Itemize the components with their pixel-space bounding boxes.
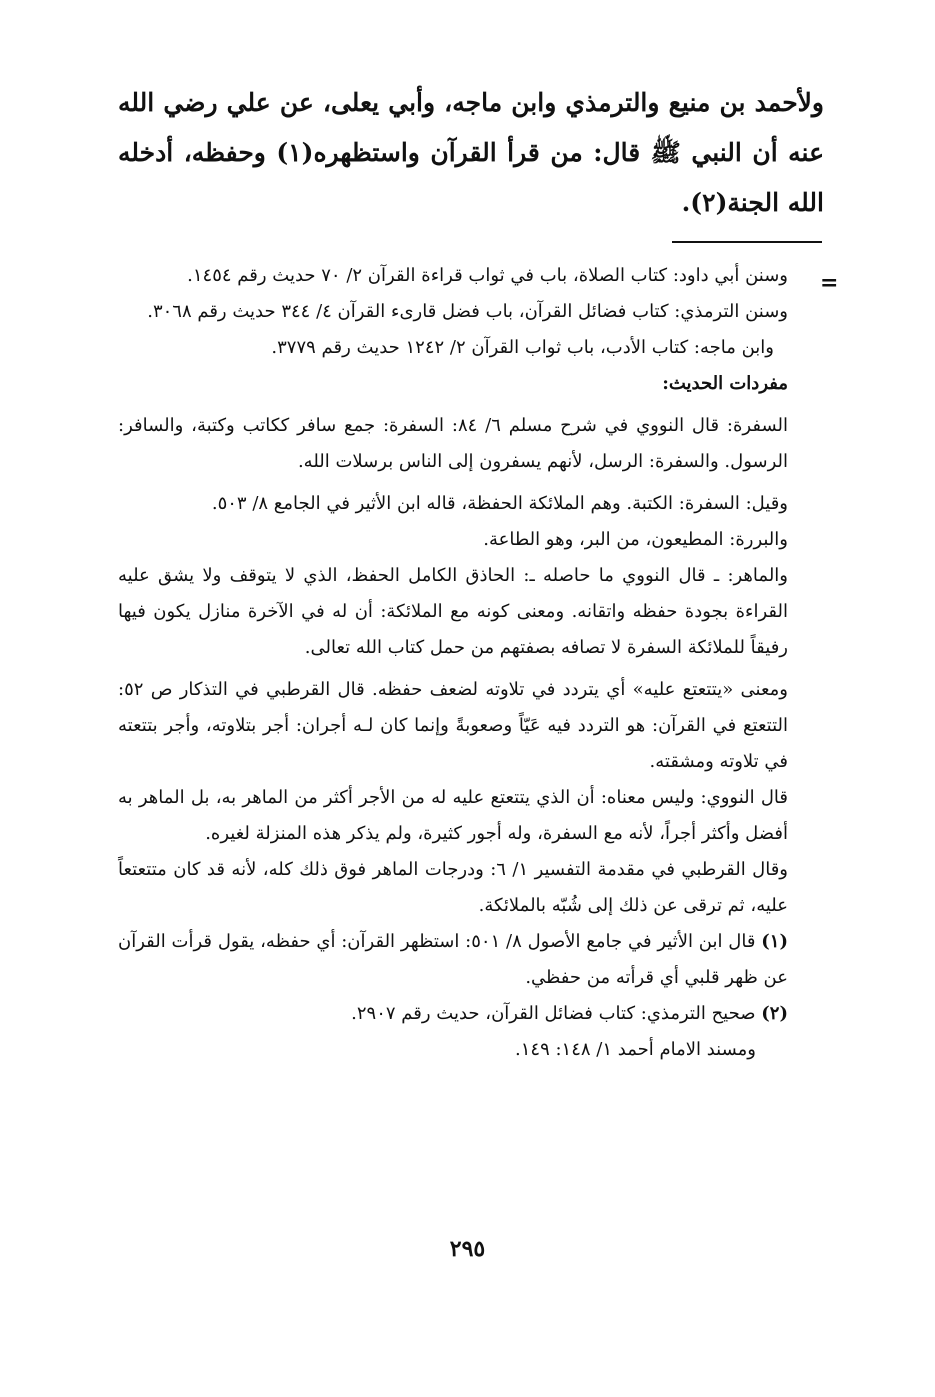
footnote-extra-reference: ومسند الامام أحمد ١/ ١٤٨: ١٤٩. [515, 1039, 756, 1060]
footnote-2 [118, 996, 788, 1032]
main-paragraph: ولأحمد بن منيع والترمذي وابن ماجه، وأبي يعلى، عن علي رضي الله عنه أن النبي ﷺ قال: من قرأ القرآن واستظهره(١) وحفظه، أدخله الله الجنة(٢). [118, 88, 824, 217]
note-paragraph: وقيل: السفرة: الكتبة. وهم الملائكة الحفظة، قاله ابن الأثير في الجامع ٨/ ٥٠٣. [211, 493, 788, 514]
footnote-text: صحيح الترمذي: كتاب فضائل القرآن، حديث رقم ٢٩٠٧. [351, 1003, 756, 1024]
note-line: وابن ماجه: كتاب الأدب، باب ثواب القرآن ٢/ ١٢٤٢ حديث رقم ٣٧٧٩. [271, 337, 774, 358]
page-number: ٢٩٥ [449, 1236, 486, 1262]
note-paragraph: ومعنى «يتتعتع عليه» أي يتردد في تلاوته لضعف حفظه. قال القرطبي في التذكار ص ٥٢: التتعتع في القرآن: هو التردد فيه عَيّاً وصعوبةً وإنما كان لـه أجران: أجر بتلاوته، وأجر بتتعته في تلاوته ومشقته. [118, 679, 789, 772]
footnote-text: قال ابن الأثير في جامع الأصول ٨/ ٥٠١: استظهر القرآن: أي حفظه، يقول قرأت القرآن عن ظهر قلبي أي قرأته من حفظي. [118, 931, 788, 988]
note-line: وسنن الترمذي: كتاب فضائل القرآن، باب فضل قارىء القرآن ٤/ ٣٤٤ حديث رقم ٣٠٦٨. [147, 301, 788, 322]
note-paragraph: وقال القرطبي في مقدمة التفسير ١/ ٦: ودرجات الماهر فوق ذلك كله، لأنه قد كان متتعتعاً عليه، ثم ترقى عن ذلك إلى شُبّه بالملائكة. [118, 859, 788, 916]
notes-heading: مفردات الحديث: [662, 373, 788, 394]
footnote-separator [672, 241, 822, 243]
note-line: وسنن أبي داود: كتاب الصلاة، باب في ثواب قراءة القرآن ٢/ ٧٠ حديث رقم ١٤٥٤. [187, 265, 788, 286]
continuation-mark: = [820, 270, 839, 296]
main-text-block [118, 78, 824, 228]
note-paragraph: والبررة: المطيعون، من البر، وهو الطاعة. [483, 529, 788, 550]
note-paragraph: قال النووي: وليس معناه: أن الذي يتتعتع عليه له من الأجر أكثر من الماهر به، بل الماهر به أفضل وأكثر أجراً، لأنه مع السفرة، وله أجور كثيرة، ولم يذكر هذه المنزلة لغيره. [118, 787, 788, 844]
note-paragraph: السفرة: قال النووي في شرح مسلم ٦/ ٨٤: السفرة: جمع سافر ككاتب وكتبة، والسافر: الرسول. والسفرة: الرسل، لأنهم يسفرون إلى الناس برسلات الله. [118, 415, 788, 472]
note-paragraph: والماهر: ـ قال النووي ما حاصله ـ: الحاذق الكامل الحفظ، الذي لا يتوقف ولا يشق عليه القراءة بجودة حفظه واتقانه. ومعنى كونه مع الملائكة: أن له في الآخرة منازل يكون فيها رفيقاً للملائكة السفرة لا تصافه بصفتهم من حمل كتاب الله تعالى. [118, 565, 788, 658]
footnote-1 [118, 924, 788, 996]
notes-block [118, 258, 788, 1068]
footnote-number: (١) [761, 931, 788, 952]
footnote-number: (٢) [761, 1003, 788, 1024]
